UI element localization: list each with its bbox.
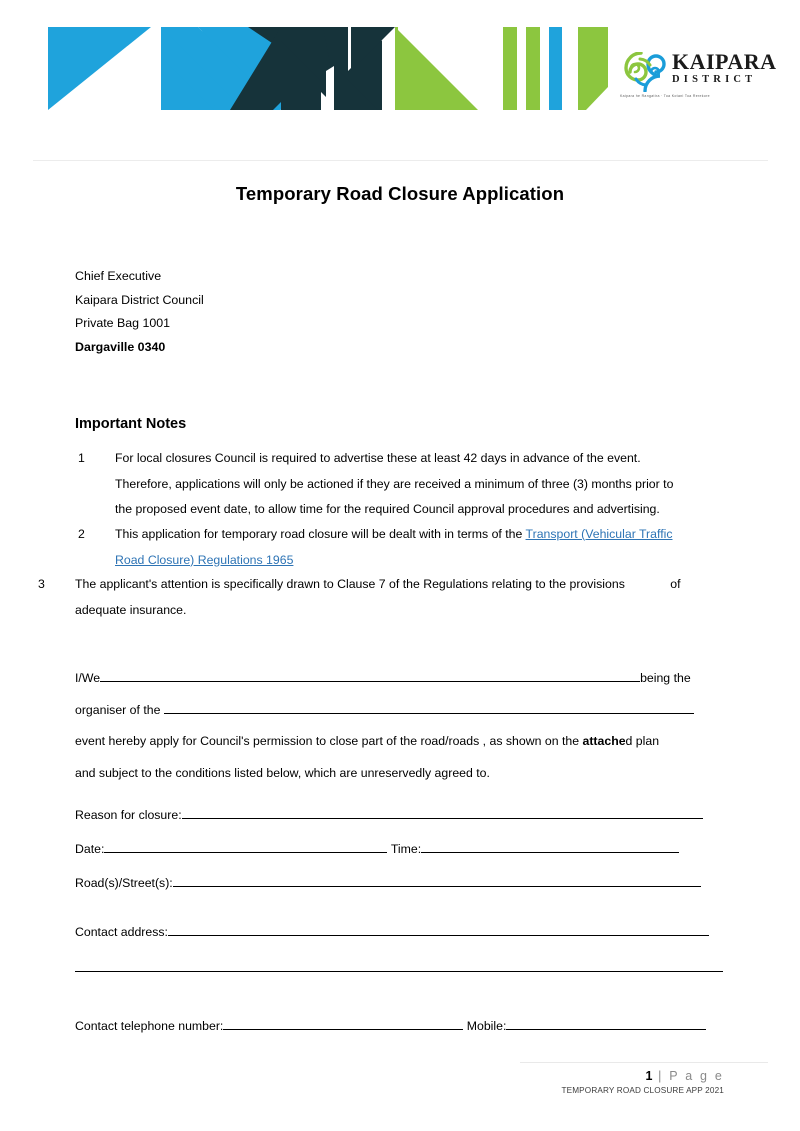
footer-document-reference: TEMPORARY ROAD CLOSURE APP 2021 [561, 1086, 724, 1095]
regulations-link-part1[interactable]: Transport (Vehicular Traffic [525, 527, 673, 541]
page-number: 1 [645, 1069, 653, 1083]
note-text [75, 572, 726, 623]
roads-field-row [75, 873, 723, 907]
declaration-text: and subject to the conditions listed below, which are unreservedly agreed to. [75, 765, 490, 780]
note-line: Therefore, applications will only be actioned if they are received a minimum of three (3) months prior to [115, 476, 674, 491]
recipient-address-block [75, 265, 475, 359]
contact-address-row [75, 922, 723, 959]
note-number: 1 [78, 451, 85, 465]
page-header [0, 0, 800, 150]
kaipara-koru-spiral-logo [618, 52, 668, 92]
address-line: Dargaville 0340 [75, 339, 166, 354]
declaration-bold-fragment: attache [582, 734, 626, 748]
date-input-line[interactable] [104, 840, 387, 853]
contact-phone-row [75, 1008, 723, 1053]
note-line: The applicant's attention is specifically drawn to Clause 7 of the Regulations relating to the provisions [75, 577, 625, 591]
page-separator: | [652, 1069, 670, 1083]
note-item-3 [38, 572, 726, 623]
iwe-fill-line[interactable] [100, 669, 640, 682]
note-line: adequate insurance. [75, 602, 187, 617]
contact-address-input-line[interactable] [168, 923, 709, 936]
logo-tagline: Kaipara he Rangatira · Toa Kotani Toa Rerekore [620, 94, 710, 98]
note-item-2 [78, 522, 726, 573]
contact-phone-label: Contact telephone number: [75, 1019, 224, 1033]
being-the-text: being the [640, 671, 691, 685]
note-line-tail: of [670, 577, 681, 591]
time-label: Time: [390, 842, 422, 856]
note-lead-text: This application for temporary road closure will be dealt with in terms of the [115, 527, 526, 541]
contact-fields-group [75, 922, 723, 1053]
contact-address-input-line-2[interactable] [75, 971, 723, 972]
kaipara-district-logo [618, 49, 777, 108]
reason-label: Reason for closure: [75, 808, 182, 822]
page-title: Temporary Road Closure Application [235, 183, 565, 204]
date-time-field-row [75, 839, 723, 873]
time-input-line[interactable] [421, 840, 679, 853]
date-label: Date: [75, 842, 105, 856]
declaration-line-3 [75, 726, 723, 758]
note-number: 2 [78, 527, 85, 541]
note-line: For local closures Council is required to advertise these at least 42 days in advance of the event. [115, 451, 641, 465]
roads-label: Road(s)/Street(s): [75, 876, 173, 890]
declaration-text-tail: d plan [625, 734, 660, 748]
organiser-fill-line[interactable] [164, 701, 694, 714]
contact-phone-input-line[interactable] [223, 1017, 463, 1030]
organiser-label: organiser of the [75, 702, 161, 717]
page-footer [561, 1068, 724, 1097]
reason-input-line[interactable] [182, 806, 703, 819]
footer-divider [520, 1062, 768, 1063]
note-line: the proposed event date, to allow time for the required Council approval procedures and advertising. [115, 502, 660, 516]
declaration-text: event hereby apply for Council's permission to close part of the road/roads , as shown on the [75, 734, 583, 748]
mobile-label: Mobile: [466, 1019, 507, 1033]
roads-input-line[interactable] [173, 874, 701, 887]
reason-field-row [75, 805, 723, 839]
note-item-1 [78, 446, 726, 523]
page-word: P a g e [669, 1069, 724, 1083]
logo-wordmark [672, 49, 777, 86]
form-fields-group [75, 805, 723, 907]
page-number-label [561, 1068, 724, 1084]
note-number: 3 [38, 577, 45, 591]
note-text [115, 446, 726, 523]
contact-address-label: Contact address: [75, 925, 168, 939]
header-divider [33, 160, 768, 161]
declaration-line-1 [75, 663, 723, 695]
address-line: Kaipara District Council [75, 292, 204, 307]
regulations-link-part2[interactable]: Road Closure) Regulations 1965 [115, 552, 294, 567]
important-notes-heading: Important Notes [75, 416, 187, 432]
logo-name-kaipara: KAIPARA [672, 49, 777, 74]
declaration-line-4 [75, 758, 723, 790]
kaipara-district-chevron-banner [48, 27, 608, 110]
declaration-paragraph [75, 663, 723, 789]
declaration-line-2 [75, 695, 723, 727]
iwe-label: I/We [75, 671, 101, 685]
mobile-input-line[interactable] [506, 1017, 706, 1030]
contact-address-row-2 [75, 959, 723, 1008]
note-text [115, 522, 726, 573]
address-line: Private Bag 1001 [75, 316, 171, 330]
logo-name-district: DISTRICT [672, 74, 757, 85]
address-line: Chief Executive [75, 269, 162, 283]
